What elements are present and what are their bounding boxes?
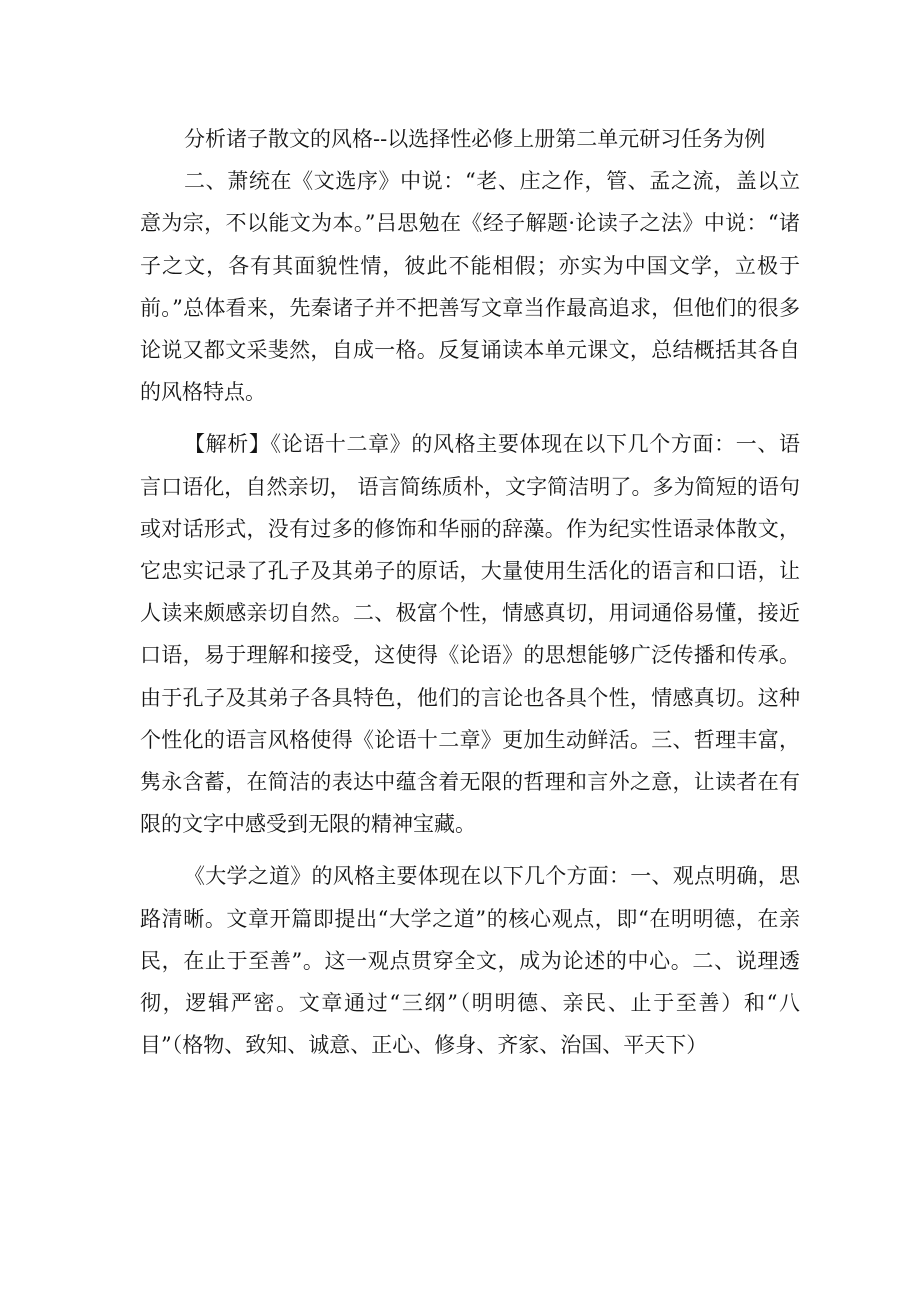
document-body	[140, 118, 800, 1066]
question-paragraph: 二、萧统在《文选序》中说：“老、庄之作，管、孟之流，盖以立意为宗，不以能文为本。”吕思勉在《经子解题·论读子之法》中说：“诸子之文，各有其面貌性情，彼此不能相假；亦实为中国文学，立极于前。”总体看来，先秦诸子并不把善写文章当作最高追求，但他们的很多论说又都文采斐然，自成一格。反复诵读本单元课文，总结概括其各自的风格特点。	[140, 169, 800, 405]
analysis-paragraph: 【解析】《论语十二章》的风格主要体现在以下几个方面：一、语言口语化，自然亲切， 语言简练质朴，文字简洁明了。多为简短的语句或对话形式，没有过多的修饰和华丽的辞藻。作为纪实性语录体散文，它忠实记录了孔子及其弟子的原话，大量使用生活化的语言和口语，让人读来颇感亲切自然。二、极富个性，情感真切，用词通俗易懂，接近口语，易于理解和接受，这使得《论语》的思想能够广泛传播和传承。由于孔子及其弟子各具特色，他们的言论也各具个性，情感真切。这种个性化的语言风格使得《论语十二章》更加生动鲜活。三、哲理丰富，隽永含蓄，在简洁的表达中蕴含着无限的哲理和言外之意，让读者在有限的文字中感受到无限的精神宝藏。	[140, 432, 800, 837]
document-title: 分析诸子散文的风格--以选择性必修上册第二单元研习任务为例	[184, 127, 766, 151]
daxue-paragraph: 《大学之道》的风格主要体现在以下几个方面：一、观点明确，思路清晰。文章开篇即提出“大学之道”的核心观点，即“在明明德，在亲民，在止于至善”。这一观点贯穿全文，成为论述的中心。二、说理透彻，逻辑严密。文章通过“三纲”（明明德、亲民、止于至善）和“八目”（格物、致知、诚意、正心、修身、齐家、治国、平天下）	[140, 864, 800, 1058]
